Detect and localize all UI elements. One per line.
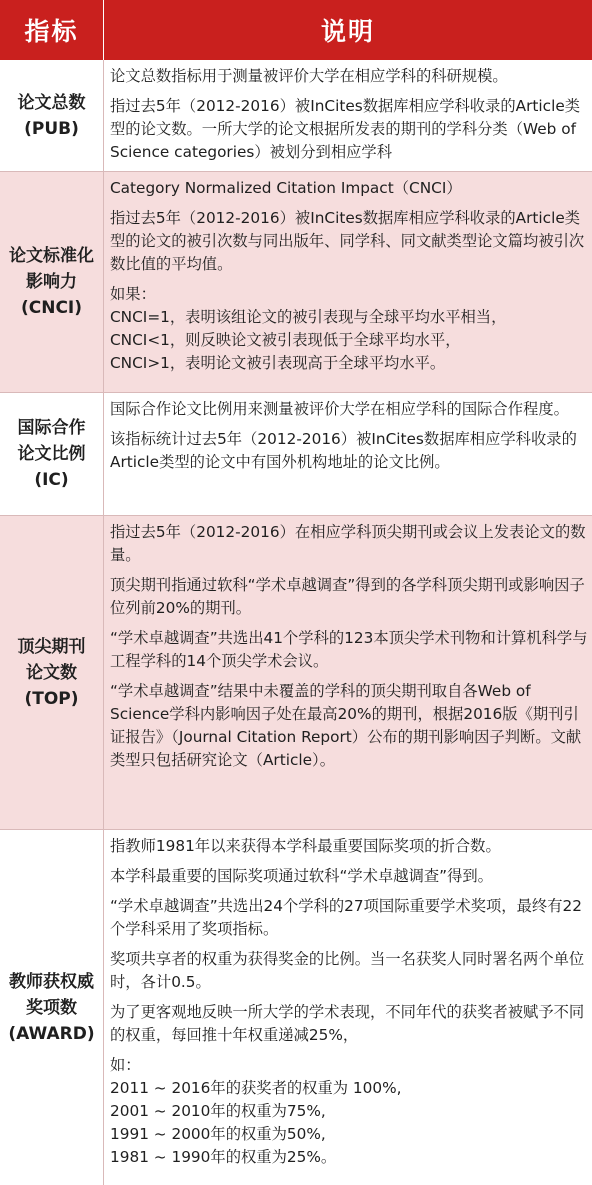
desc-paragraph: 2001 ~ 2010年的权重为75%, bbox=[110, 1102, 326, 1120]
indicator-desc-pub bbox=[104, 60, 592, 171]
indicator-name-abbr: (PUB) bbox=[24, 118, 79, 139]
desc-paragraph: Category Normalized Citation Impact（CNCI） bbox=[110, 179, 462, 197]
desc-paragraph: 该指标统计过去5年（2012-2016）被InCites数据库相应学科收录的Article类型的论文中有国外机构地址的论文比例。 bbox=[110, 430, 577, 471]
indicator-name-line: 奖项数 bbox=[26, 997, 77, 1018]
indicator-name-line: 论文比例 bbox=[17, 444, 86, 464]
desc-paragraph: 1991 ~ 2000年的权重为50%, bbox=[110, 1125, 326, 1143]
desc-paragraph: 2011 ~ 2016年的获奖者的权重为 100%, bbox=[110, 1079, 402, 1097]
desc-paragraph: 指过去5年（2012-2016）在相应学科顶尖期刊或会议上发表论文的数量。 bbox=[110, 523, 586, 564]
desc-paragraph: “学术卓越调查”共选出41个学科的123本顶尖学术刊物和计算机科学与工程学科的14个顶尖学术会议。 bbox=[110, 629, 588, 670]
header-description: 说明 bbox=[104, 0, 592, 60]
desc-paragraph: 论文总数指标用于测量被评价大学在相应学科的科研规模。 bbox=[110, 67, 508, 85]
desc-paragraph: 指教师1981年以来获得本学科最重要国际奖项的折合数。 bbox=[110, 837, 501, 855]
table-row-cnci bbox=[0, 172, 592, 393]
desc-paragraph: 奖项共享者的权重为获得奖金的比例。当一名获奖人同时署名两个单位时，各计0.5。 bbox=[110, 950, 585, 991]
header-indicator: 指标 bbox=[0, 0, 103, 60]
indicator-name-line: 论文标准化 bbox=[9, 246, 94, 266]
indicator-name-abbr: (IC) bbox=[34, 470, 69, 490]
desc-paragraph: “学术卓越调查”结果中未覆盖的学科的顶尖期刊取自各Web of Science学科内影响因子处在最高20%的期刊，根据2016版《期刊引证报告》（Journal Citation Report）公布的期刊影响因子判断。文献类型只包括研究论文（Article）。 bbox=[110, 682, 582, 769]
desc-paragraph: 顶尖期刊指通过软科“学术卓越调查”得到的各学科顶尖期刊或影响因子位列前20%的期刊。 bbox=[110, 576, 585, 617]
indicator-name-line: 论文总数 bbox=[17, 92, 86, 113]
desc-paragraph: 本学科最重要的国际奖项通过软科“学术卓越调查”得到。 bbox=[110, 867, 493, 885]
indicator-name-ic bbox=[0, 393, 104, 515]
indicator-desc-cnci bbox=[104, 172, 592, 392]
indicator-name-cnci bbox=[0, 172, 104, 392]
indicator-desc-ic bbox=[104, 393, 592, 515]
desc-paragraph: 如： bbox=[110, 1056, 141, 1074]
indicator-name-line: 顶尖期刊 bbox=[17, 636, 86, 657]
indicator-name-abbr: (TOP) bbox=[24, 688, 79, 709]
indicator-desc-top bbox=[104, 516, 592, 829]
table-row-award bbox=[0, 830, 592, 1185]
indicator-name-pub bbox=[0, 60, 104, 171]
desc-paragraph: 如果： bbox=[110, 285, 156, 303]
table-row-top bbox=[0, 516, 592, 830]
indicator-name-abbr: (CNCI) bbox=[20, 298, 83, 318]
desc-paragraph: CNCI<1，则反映论文被引表现低于全球平均水平， bbox=[110, 331, 461, 349]
desc-paragraph: CNCI=1，表明该组论文的被引表现与全球平均水平相当， bbox=[110, 308, 507, 326]
desc-paragraph: 1981 ~ 1990年的权重为25%。 bbox=[110, 1148, 337, 1166]
indicator-name-line: 国际合作 bbox=[17, 418, 86, 438]
indicator-name-line: 影响力 bbox=[26, 272, 77, 292]
desc-paragraph: “学术卓越调查”共选出24个学科的27项国际重要学术奖项，最终有22个学科采用了奖项指标。 bbox=[110, 897, 582, 938]
indicator-name-abbr: (AWARD) bbox=[8, 1023, 95, 1044]
indicator-name-top bbox=[0, 516, 104, 829]
desc-paragraph: CNCI>1，表明论文被引表现高于全球平均水平。 bbox=[110, 354, 446, 372]
indicator-desc-award bbox=[104, 830, 592, 1185]
desc-paragraph: 指过去5年（2012-2016）被InCites数据库相应学科收录的Article类型的论文数。一所大学的论文根据所发表的期刊的学科分类（Web of Science categories）被划分到相应学科 bbox=[110, 97, 581, 161]
indicator-name-line: 教师获权威 bbox=[9, 971, 94, 992]
indicator-name-line: 论文数 bbox=[26, 662, 77, 683]
desc-paragraph: 为了更客观地反映一所大学的学术表现，不同年代的获奖者被赋予不同的权重，每回推十年权重递减25%， bbox=[110, 1003, 585, 1044]
desc-paragraph: 指过去5年（2012-2016）被InCites数据库相应学科收录的Article类型的论文的被引次数与同出版年、同学科、同文献类型论文篇均被引次数比值的平均值。 bbox=[110, 209, 585, 273]
table-row-ic bbox=[0, 393, 592, 516]
table-row-pub bbox=[0, 60, 592, 172]
indicator-name-award bbox=[0, 830, 104, 1185]
desc-paragraph: 国际合作论文比例用来测量被评价大学在相应学科的国际合作程度。 bbox=[110, 400, 569, 418]
